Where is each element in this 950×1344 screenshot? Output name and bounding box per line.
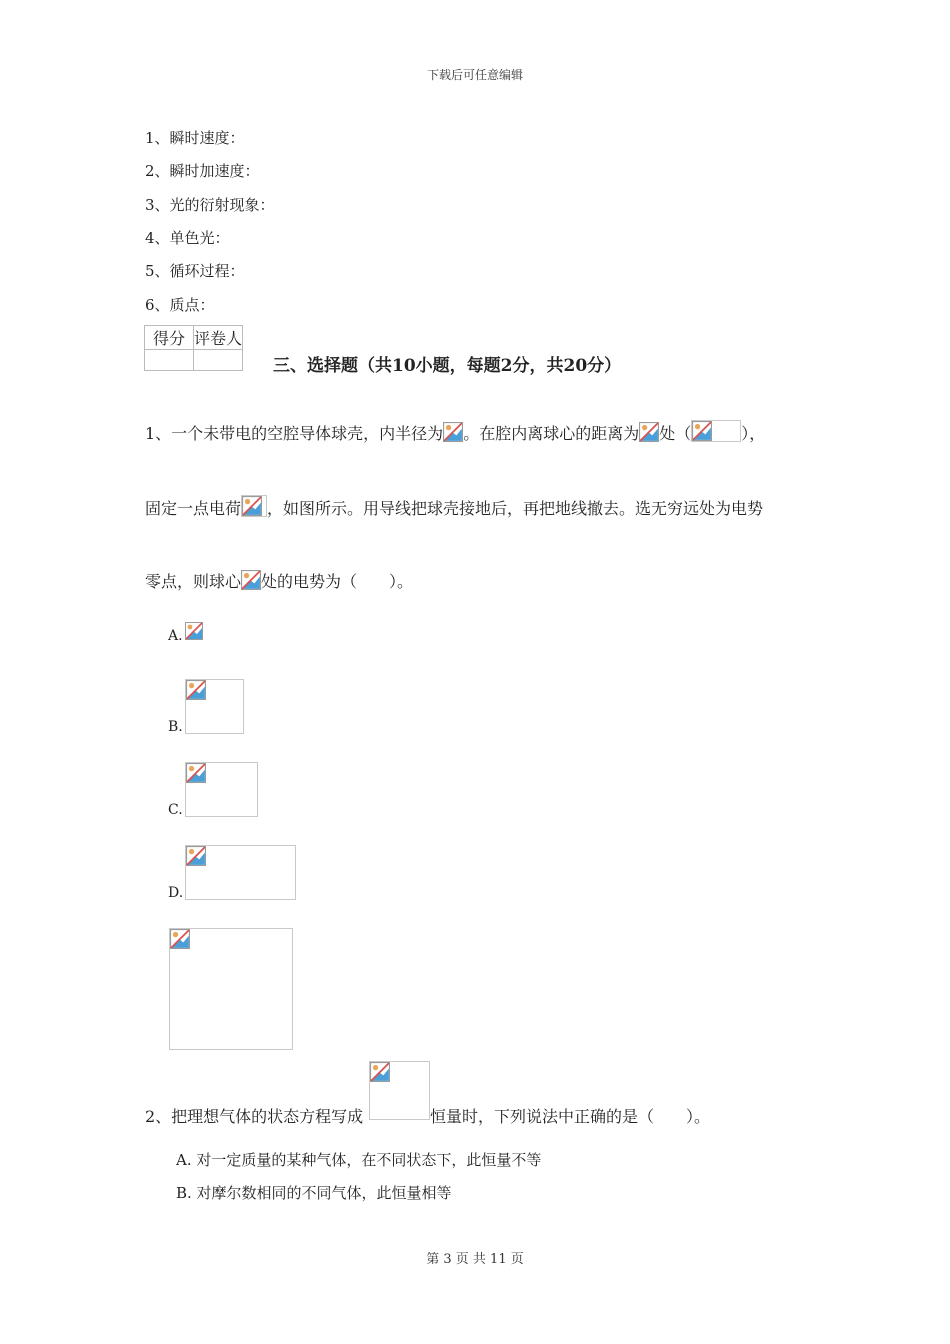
- inline-image-box: [241, 495, 267, 517]
- q1-figure-image: [169, 928, 293, 1050]
- q2-option-a: A. 对一定质量的某种气体，在不同状态下，此恒量不等: [176, 1151, 542, 1169]
- q1-line-2: [145, 495, 763, 519]
- q1-option-d-label: D.: [168, 885, 184, 901]
- broken-image-icon: [443, 422, 463, 442]
- q1-text: ，如图所示。用导线把球壳接地后，再把地线撤去。选无穷远处为电势: [267, 499, 764, 518]
- q1-text: ），: [741, 424, 766, 443]
- q1-text: 处的电势为（ ）。: [261, 572, 414, 591]
- q1-option-b-label: B.: [168, 719, 183, 735]
- option-b-image: [185, 679, 244, 734]
- score-cell: [145, 350, 194, 371]
- grader-cell: [194, 350, 243, 371]
- score-table: [144, 325, 243, 371]
- definition-6: 6、质点：: [145, 296, 215, 314]
- q1-text: 1、一个未带电的空腔导体球壳，内半径为: [145, 424, 444, 443]
- definition-1: 1、瞬时速度：: [145, 129, 245, 147]
- broken-image-icon: [639, 422, 659, 442]
- page-header: 下载后可任意编辑: [426, 68, 523, 82]
- q1-line-3: [145, 569, 413, 592]
- q1-text: 处（: [659, 424, 692, 443]
- definition-2: 2、瞬时加速度：: [145, 162, 260, 180]
- q1-line-1: [145, 420, 765, 444]
- option-c-image: [185, 762, 258, 817]
- q1-text: 。在腔内离球心的距离为: [463, 424, 640, 443]
- inline-image-box: [691, 420, 741, 442]
- q1-text: 零点，则球心: [145, 572, 242, 591]
- page-footer: 第 3 页 共 11 页: [426, 1252, 524, 1267]
- definition-5: 5、循环过程：: [145, 262, 245, 280]
- q2-option-b: B. 对摩尔数相同的不同气体，此恒量相等: [176, 1184, 452, 1202]
- broken-image-icon: [185, 622, 203, 640]
- q1-option-a-label: A.: [168, 628, 183, 644]
- q2-stem-end: 恒量时，下列说法中正确的是（ ）。: [430, 1107, 711, 1126]
- grader-label: 评卷人: [194, 326, 243, 350]
- q2-stem-start: 2、把理想气体的状态方程写成: [145, 1107, 364, 1126]
- equation-image: [369, 1061, 430, 1120]
- section-title: 三、选择题（共10小题，每题2分，共20分）: [273, 356, 622, 376]
- q1-text: 固定一点电荷: [145, 499, 242, 518]
- broken-image-icon: [241, 570, 261, 590]
- q1-option-c-label: C.: [168, 802, 183, 818]
- definition-4: 4、单色光：: [145, 229, 230, 247]
- definition-3: 3、光的衍射现象：: [145, 196, 275, 214]
- option-d-image: [185, 845, 296, 900]
- score-label: 得分: [145, 326, 194, 350]
